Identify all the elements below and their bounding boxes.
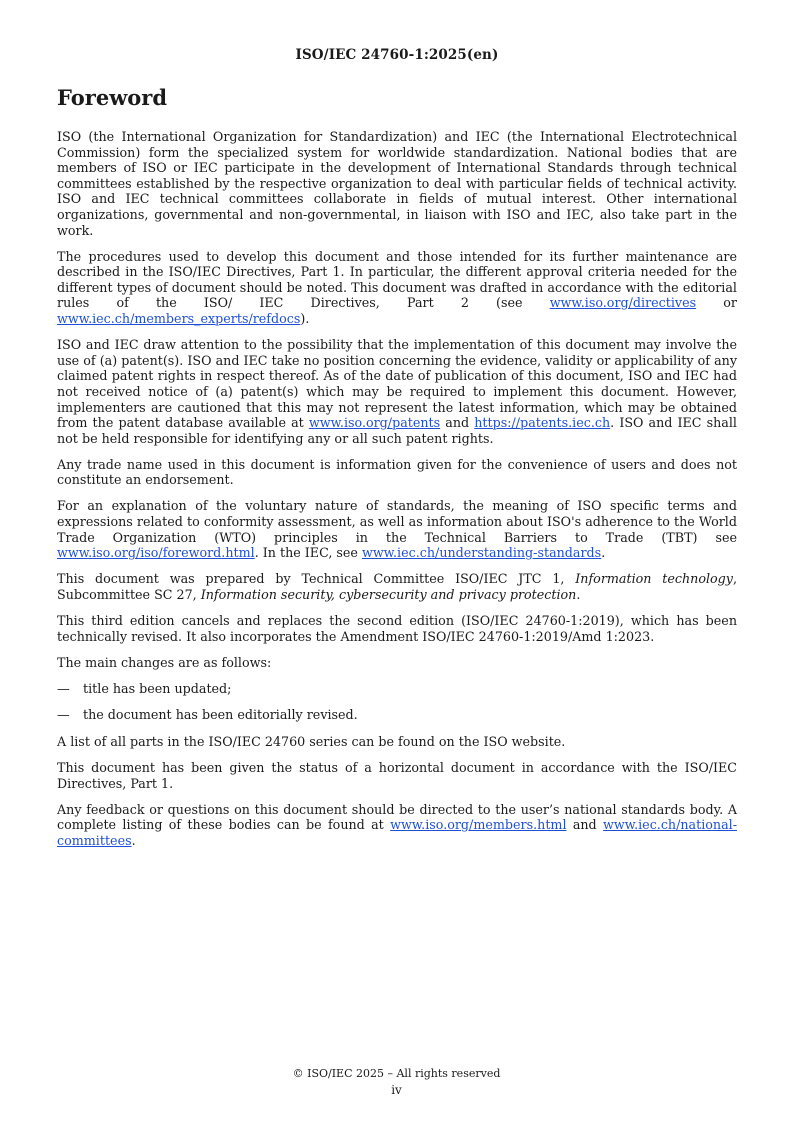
text: This document was prepared by Technical Committee ISO/IEC JTC 1, (57, 571, 576, 587)
paragraph-feedback (57, 802, 737, 849)
link-iso-patents[interactable]: www.iso.org/patents (308, 415, 441, 431)
paragraph-procedures (57, 249, 737, 327)
link-iso-foreword[interactable]: www.iso.org/iso/foreword.html (57, 545, 255, 561)
text: Any feedback or questions on this document should be directed to the user’s national standards body. A complete listing of these bodies can be found at (57, 801, 737, 833)
paragraph-organizations: ISO (the International Organization for Standardization) and IEC (the International Electrotechnical Commission) form the specialized system for worldwide standardization. National bodies that are members of ISO or IEC participate in the development of International Standards through technical committees established by the respective organization to deal with particular fields of technical activity. ISO and IEC technical committees collaborate in fields of mutual interest. Other international organizations, governmental and non-governmental, in liaison with ISO and IEC, also take part in the work. (57, 129, 737, 238)
text: or (696, 295, 737, 311)
link-iec-patents[interactable]: https://patents.iec.ch (474, 415, 611, 431)
copyright-notice: © ISO/IEC 2025 – All rights reserved (292, 1067, 501, 1080)
text: For an explanation of the voluntary nature of standards, the meaning of ISO specific terms and expressions related to conformity assessment, as well as information about ISO's adherence to the World Trade Organization (WTO) principles in the Technical Barriers to Trade (TBT) see (57, 498, 737, 545)
dash-bullet: — (57, 707, 70, 723)
link-iec-refdocs[interactable]: www.iec.ch/members_experts/refdocs (57, 311, 301, 327)
text: . (576, 586, 581, 602)
text: and (566, 817, 604, 833)
link-iso-members[interactable]: www.iso.org/members.html (390, 817, 567, 833)
paragraph-patents (57, 337, 737, 446)
dash-bullet: — (57, 680, 70, 696)
text: , Subcommittee SC 27, (57, 571, 737, 602)
page-footer (0, 1066, 793, 1098)
text: . (131, 832, 136, 848)
text: and (440, 415, 475, 431)
paragraph-horizontal-status: This document has been given the status of a horizontal document in accordance with the ISO/IEC Directives, Part 1. (57, 760, 737, 791)
link-iec-national-committees[interactable]: www.iec.ch/national-committees (57, 817, 737, 848)
link-iso-directives[interactable]: www.iso.org/directives (549, 295, 697, 311)
list-item-text: the document has been editorially revised. (83, 707, 358, 723)
document-id-header: ISO/IEC 24760-1:2025(en) (295, 47, 499, 63)
text: ISO and IEC draw attention to the possibility that the implementation of this document may involve the use of (a) patent(s). ISO and IEC take no position concerning the evidence, validity or applicability of any claimed patent rights in respect thereof. As of the date of publication of this document, ISO and IEC had not received notice of (a) patent(s) which may be required to implement this document. However, implementers are cautioned that this may not represent the latest information, which may be obtained from the patent database available at (57, 337, 737, 431)
text: . (601, 545, 606, 561)
paragraph-trade-name: Any trade name used in this document is information given for the convenience of users and does not constitute an endorsement. (57, 456, 737, 488)
text: . In the IEC, see (254, 545, 362, 561)
paragraph-series-list: A list of all parts in the ISO/IEC 24760 series can be found on the ISO website. (57, 734, 566, 749)
list-item-change-1 (57, 681, 737, 697)
list-item-change-2 (57, 707, 737, 723)
italic-subcommittee-title: Information security, cybersecurity and privacy protection (200, 586, 577, 602)
paragraph-main-changes: The main changes are as follows: (57, 654, 272, 670)
list-item-text: title has been updated; (83, 680, 232, 696)
paragraph-voluntary-nature (57, 498, 737, 560)
foreword-body (57, 129, 737, 859)
paragraph-edition: This third edition cancels and replaces the second edition (ISO/IEC 24760-1:2019), which has been technically revised. It also incorporates the Amendment ISO/IEC 24760-1:2019/Amd 1:2023. (57, 613, 737, 644)
italic-committee-title: Information technology (575, 571, 733, 587)
text: ). (300, 311, 310, 327)
paragraph-prepared-by (57, 571, 737, 602)
text: The procedures used to develop this document and those intended for its further maintenance are described in the ISO/IEC Directives, Part 1. In particular, the different approval criteria needed for the different types of document should be noted. This document was drafted in accordance with the editorial rules of the ISO/ IEC Directives, Part 2 (see (57, 248, 737, 311)
section-title: Foreword (57, 85, 168, 110)
text: . ISO and IEC shall not be held responsible for identifying any or all such patent rights. (57, 415, 737, 446)
link-iec-understanding-standards[interactable]: www.iec.ch/understanding-standards (361, 545, 602, 561)
page-number: iv (391, 1083, 402, 1097)
